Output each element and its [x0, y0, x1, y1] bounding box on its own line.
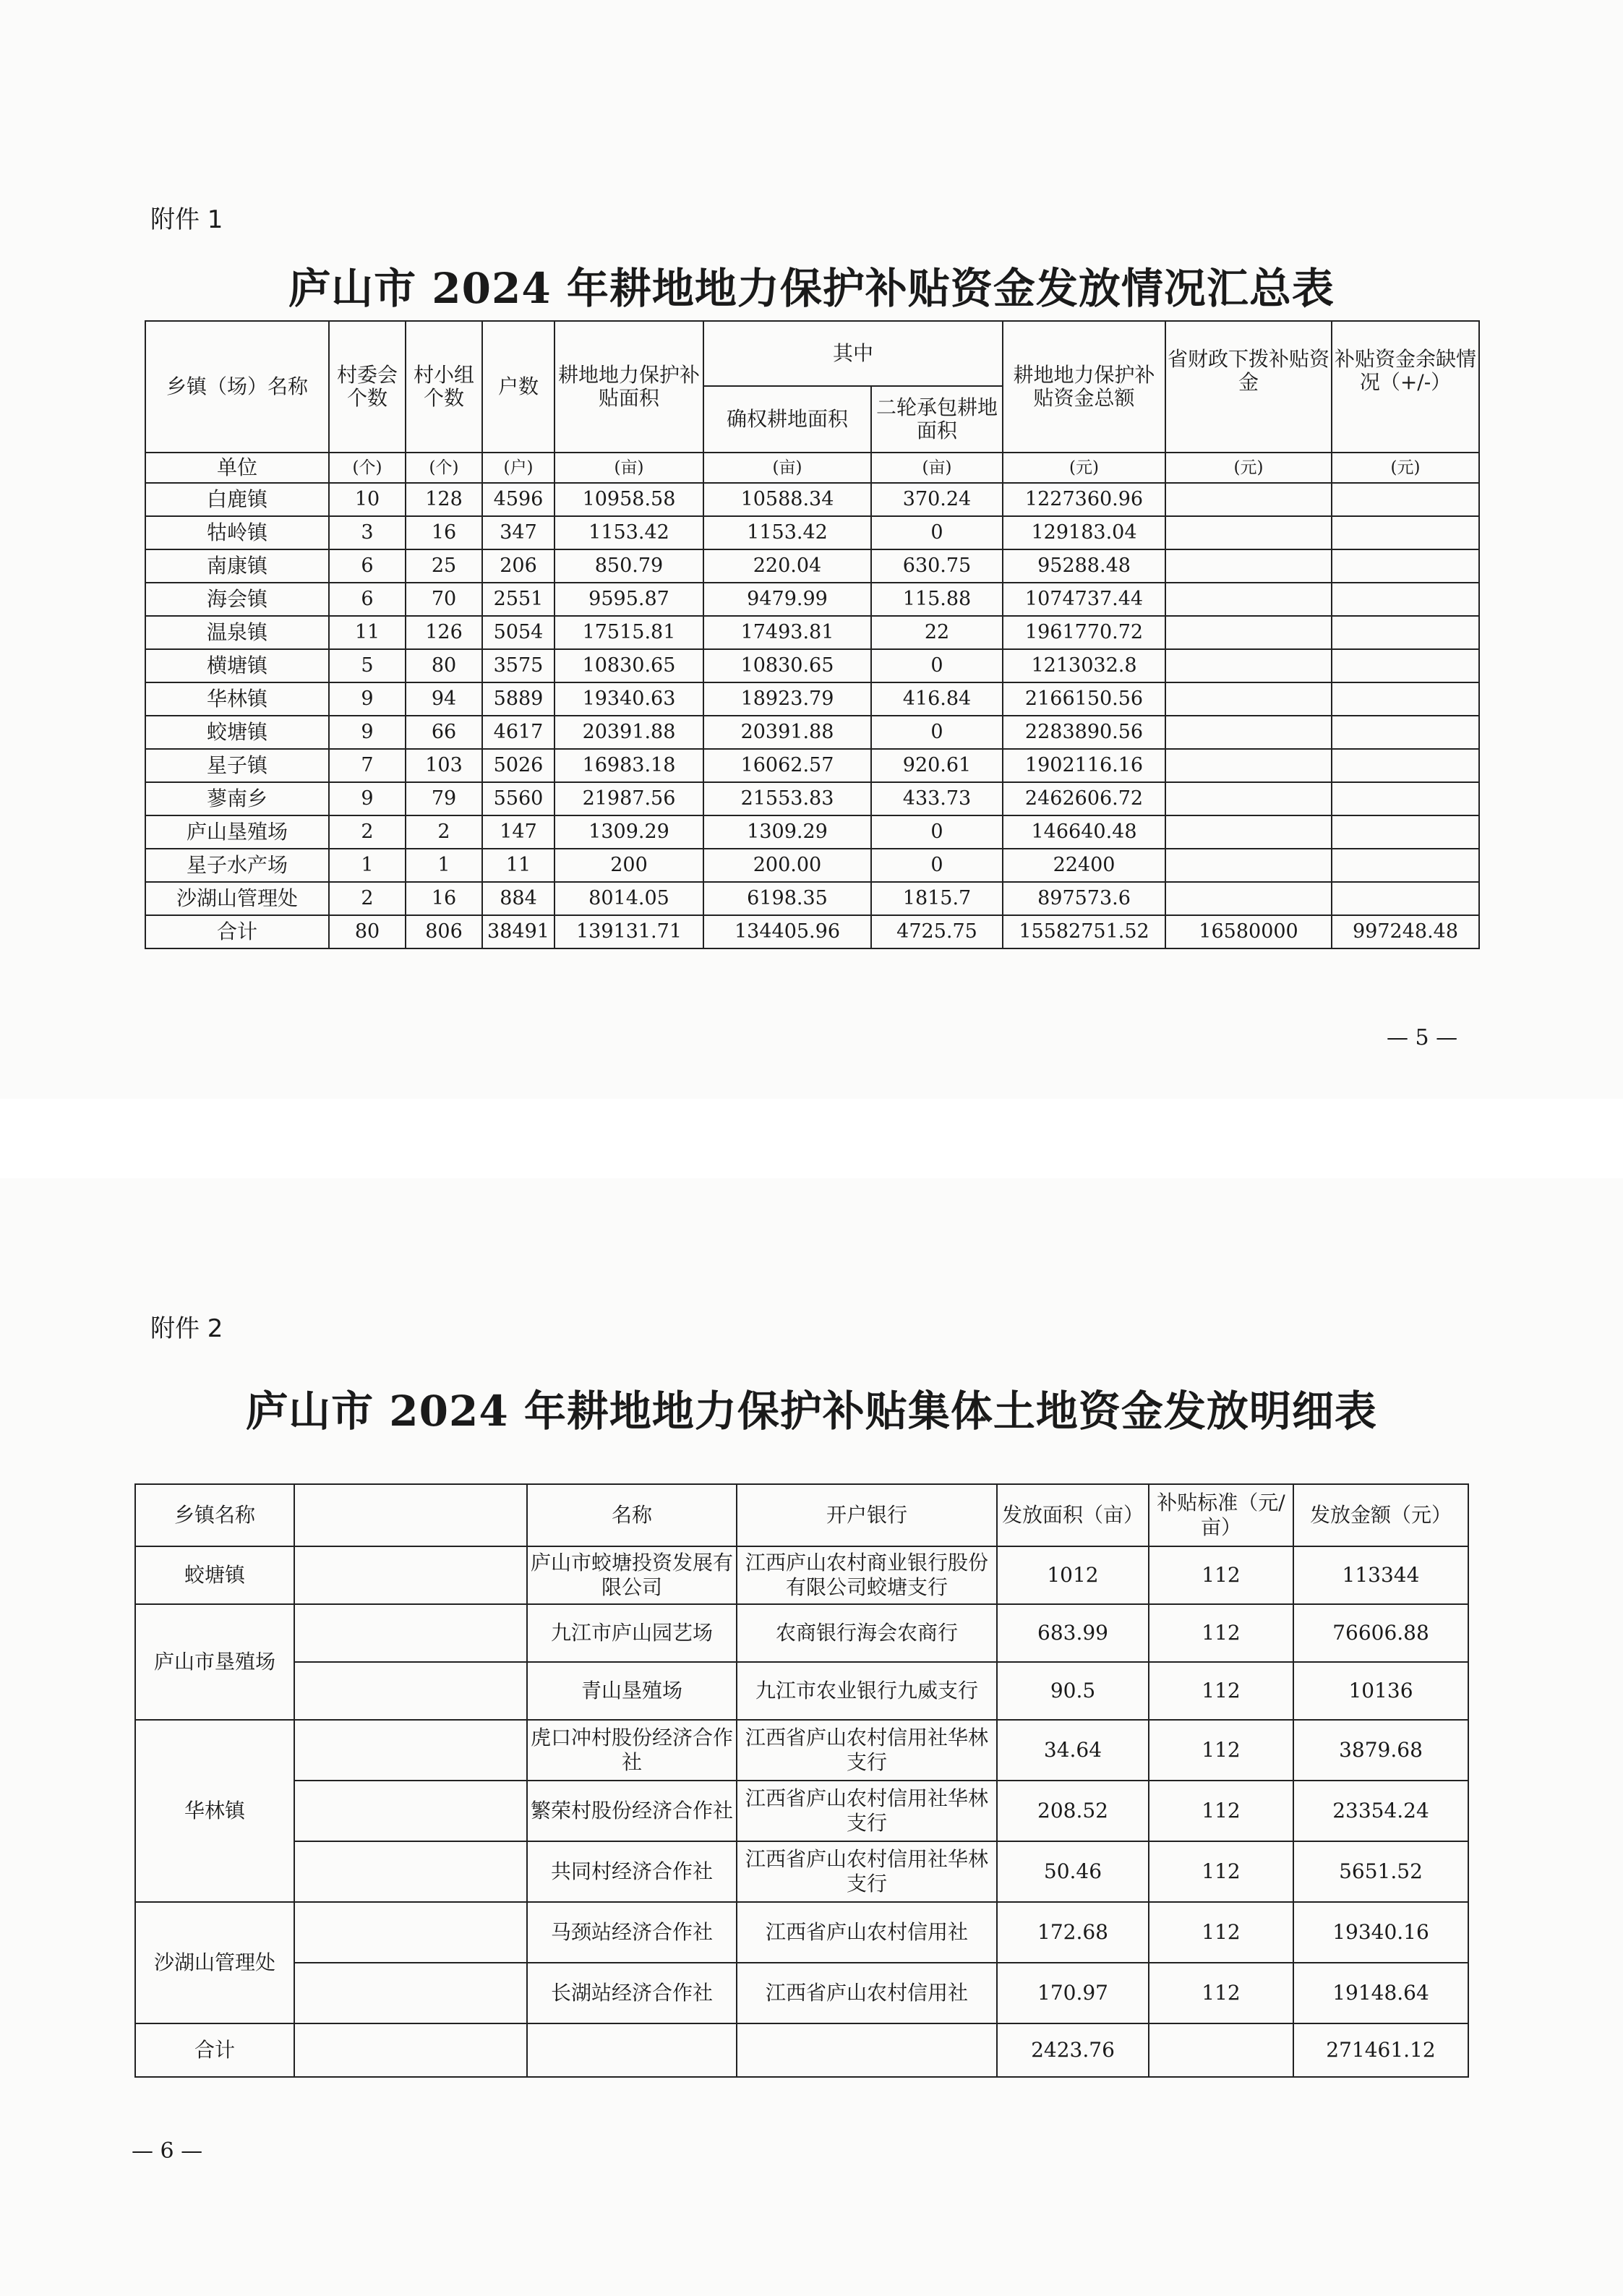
bank-cell: 江西省庐山农村信用社华林支行 [737, 1720, 997, 1781]
page-title: 庐山市 2024 年耕地地力保护补贴集体土地资金发放明细表 [246, 1387, 1377, 1436]
value-cell: 16580000 [1165, 915, 1332, 948]
bank-cell: 江西省庐山农村信用社华林支行 [737, 1841, 997, 1902]
value-cell: 1961770.72 [1003, 616, 1165, 649]
header-blank [294, 1484, 527, 1546]
town-cell: 白鹿镇 [145, 483, 329, 516]
blank-cell [294, 1604, 527, 1662]
value-cell [1332, 583, 1479, 616]
value-cell [1332, 549, 1479, 583]
table-row [145, 782, 1479, 815]
value-cell: 147 [482, 815, 554, 849]
value-cell [1165, 483, 1332, 516]
value-cell: 7 [329, 749, 406, 782]
amount-cell: 19340.16 [1293, 1902, 1468, 1963]
table-row [145, 815, 1479, 849]
table-row [135, 1781, 1468, 1841]
value-cell [1332, 483, 1479, 516]
header-of-which: 其中 [703, 321, 1003, 386]
value-cell: 9 [329, 782, 406, 815]
value-cell: 0 [871, 849, 1003, 882]
unit-cell: (亩) [703, 453, 871, 483]
value-cell [1332, 815, 1479, 849]
area-cell: 1012 [997, 1546, 1149, 1604]
name-cell: 繁荣村股份经济合作社 [527, 1781, 737, 1841]
value-cell: 16062.57 [703, 749, 871, 782]
header-bank: 开户银行 [737, 1484, 997, 1546]
value-cell: 128 [406, 483, 482, 516]
value-cell: 38491 [482, 915, 554, 948]
value-cell: 220.04 [703, 549, 871, 583]
total-area: 2423.76 [997, 2023, 1149, 2077]
town-cell: 蓼南乡 [145, 782, 329, 815]
rate-cell: 112 [1149, 1546, 1293, 1604]
town-cell: 星子镇 [145, 749, 329, 782]
value-cell [1332, 516, 1479, 549]
table-row [145, 516, 1479, 549]
value-cell: 4596 [482, 483, 554, 516]
value-cell: 2 [406, 815, 482, 849]
value-cell: 94 [406, 682, 482, 716]
table-row [145, 749, 1479, 782]
value-cell: 25 [406, 549, 482, 583]
value-cell [1165, 749, 1332, 782]
value-cell: 416.84 [871, 682, 1003, 716]
value-cell: 11 [329, 616, 406, 649]
value-cell: 6198.35 [703, 882, 871, 915]
value-cell: 0 [871, 516, 1003, 549]
blank-cell [294, 1963, 527, 2023]
table-row [145, 849, 1479, 882]
bank-cell: 江西省庐山农村信用社华林支行 [737, 1781, 997, 1841]
name-cell: 长湖站经济合作社 [527, 1963, 737, 2023]
town-cell: 牯岭镇 [145, 516, 329, 549]
value-cell: 370.24 [871, 483, 1003, 516]
value-cell: 897573.6 [1003, 882, 1165, 915]
town-cell: 南康镇 [145, 549, 329, 583]
table-row [135, 1546, 1468, 1604]
value-cell: 10 [329, 483, 406, 516]
unit-cell: (元) [1165, 453, 1332, 483]
value-cell: 16 [406, 516, 482, 549]
value-cell: 0 [871, 649, 1003, 682]
town-cell: 海会镇 [145, 583, 329, 616]
value-cell: 1902116.16 [1003, 749, 1165, 782]
attachment-label: 附件 2 [150, 1314, 223, 1343]
value-cell [1332, 616, 1479, 649]
value-cell: 8014.05 [554, 882, 703, 915]
header-rate: 补贴标准（元/亩） [1149, 1484, 1293, 1546]
value-cell: 115.88 [871, 583, 1003, 616]
name-cell: 庐山市蛟塘投资发展有限公司 [527, 1546, 737, 1604]
table-row [145, 483, 1479, 516]
value-cell [1165, 849, 1332, 882]
header-area: 发放面积（亩） [997, 1484, 1149, 1546]
table-row [135, 1963, 1468, 2023]
value-cell: 10588.34 [703, 483, 871, 516]
value-cell: 2166150.56 [1003, 682, 1165, 716]
amount-cell: 19148.64 [1293, 1963, 1468, 2023]
town-cell: 庐山市垦殖场 [135, 1604, 294, 1720]
value-cell: 206 [482, 549, 554, 583]
value-cell [1165, 583, 1332, 616]
value-cell: 5054 [482, 616, 554, 649]
value-cell: 1309.29 [554, 815, 703, 849]
value-cell: 3 [329, 516, 406, 549]
amount-cell: 23354.24 [1293, 1781, 1468, 1841]
area-cell: 50.46 [997, 1841, 1149, 1902]
name-cell: 马颈站经济合作社 [527, 1902, 737, 1963]
table-row [135, 1720, 1468, 1781]
header-households: 户数 [482, 321, 554, 453]
value-cell: 10958.58 [554, 483, 703, 516]
value-cell: 806 [406, 915, 482, 948]
value-cell: 2462606.72 [1003, 782, 1165, 815]
value-cell: 10830.65 [554, 649, 703, 682]
town-cell: 蛟塘镇 [145, 716, 329, 749]
value-cell: 5560 [482, 782, 554, 815]
value-cell: 22 [871, 616, 1003, 649]
page-gap [0, 1099, 1623, 1178]
value-cell: 850.79 [554, 549, 703, 583]
town-cell: 温泉镇 [145, 616, 329, 649]
total-row [145, 915, 1479, 948]
amount-cell: 76606.88 [1293, 1604, 1468, 1662]
header-villages: 村委会个数 [329, 321, 406, 453]
value-cell [1165, 549, 1332, 583]
value-cell: 3575 [482, 649, 554, 682]
value-cell [1165, 815, 1332, 849]
value-cell: 2 [329, 882, 406, 915]
total-amount: 271461.12 [1293, 2023, 1468, 2077]
value-cell: 200.00 [703, 849, 871, 882]
name-cell: 共同村经济合作社 [527, 1841, 737, 1902]
table-row [145, 716, 1479, 749]
blank-cell [294, 2023, 527, 2077]
unit-cell: 单位 [145, 453, 329, 483]
value-cell: 146640.48 [1003, 815, 1165, 849]
rate-cell: 112 [1149, 1841, 1293, 1902]
header-town: 乡镇名称 [135, 1484, 294, 1546]
value-cell: 0 [871, 716, 1003, 749]
value-cell: 5889 [482, 682, 554, 716]
bank-cell: 江西省庐山农村信用社 [737, 1902, 997, 1963]
rate-cell: 112 [1149, 1604, 1293, 1662]
value-cell: 10830.65 [703, 649, 871, 682]
value-cell: 16 [406, 882, 482, 915]
value-cell: 4617 [482, 716, 554, 749]
value-cell: 6 [329, 549, 406, 583]
area-cell: 208.52 [997, 1781, 1149, 1841]
table-row [135, 1841, 1468, 1902]
value-cell: 9 [329, 682, 406, 716]
value-cell: 2 [329, 815, 406, 849]
value-cell [1332, 649, 1479, 682]
unit-cell: (亩) [554, 453, 703, 483]
blank-cell [294, 1841, 527, 1902]
value-cell: 79 [406, 782, 482, 815]
header-balance: 补贴资金余缺情况（+/-） [1332, 321, 1479, 453]
value-cell: 134405.96 [703, 915, 871, 948]
table-row [135, 1662, 1468, 1720]
town-cell: 庐山垦殖场 [145, 815, 329, 849]
value-cell: 5 [329, 649, 406, 682]
town-cell: 蛟塘镇 [135, 1546, 294, 1604]
area-cell: 172.68 [997, 1902, 1149, 1963]
value-cell: 1309.29 [703, 815, 871, 849]
blank-cell [294, 1662, 527, 1720]
header-amount: 发放金额（元） [1293, 1484, 1468, 1546]
value-cell [1165, 516, 1332, 549]
header-town: 乡镇（场）名称 [145, 321, 329, 453]
value-cell: 11 [482, 849, 554, 882]
value-cell: 21987.56 [554, 782, 703, 815]
blank-cell [294, 1902, 527, 1963]
value-cell: 1153.42 [703, 516, 871, 549]
value-cell: 2551 [482, 583, 554, 616]
town-cell: 合计 [145, 915, 329, 948]
amount-cell: 113344 [1293, 1546, 1468, 1604]
value-cell: 1 [329, 849, 406, 882]
unit-cell: (元) [1332, 453, 1479, 483]
value-cell [1165, 616, 1332, 649]
value-cell: 1153.42 [554, 516, 703, 549]
town-cell: 沙湖山管理处 [135, 1902, 294, 2023]
value-cell: 20391.88 [554, 716, 703, 749]
value-cell: 1 [406, 849, 482, 882]
header-confirmed-area: 确权耕地面积 [703, 386, 871, 453]
value-cell [1165, 782, 1332, 815]
value-cell: 433.73 [871, 782, 1003, 815]
value-cell: 103 [406, 749, 482, 782]
blank-cell [294, 1781, 527, 1841]
value-cell: 884 [482, 882, 554, 915]
header-provincial-funds: 省财政下拨补贴资金 [1165, 321, 1332, 453]
table-row [145, 882, 1479, 915]
total-row [135, 2023, 1468, 2077]
amount-cell: 10136 [1293, 1662, 1468, 1720]
value-cell: 126 [406, 616, 482, 649]
value-cell: 4725.75 [871, 915, 1003, 948]
amount-cell: 5651.52 [1293, 1841, 1468, 1902]
table-row [135, 1902, 1468, 1963]
name-cell: 虎口冲村股份经济合作社 [527, 1720, 737, 1781]
blank-cell [1149, 2023, 1293, 2077]
value-cell: 139131.71 [554, 915, 703, 948]
value-cell [1332, 682, 1479, 716]
table-row [135, 1604, 1468, 1662]
header-name: 名称 [527, 1484, 737, 1546]
value-cell: 95288.48 [1003, 549, 1165, 583]
blank-cell [294, 1546, 527, 1604]
blank-cell [294, 1720, 527, 1781]
value-cell [1332, 782, 1479, 815]
table-row [145, 649, 1479, 682]
area-cell: 683.99 [997, 1604, 1149, 1662]
blank-cell [527, 2023, 737, 2077]
value-cell: 630.75 [871, 549, 1003, 583]
value-cell: 17493.81 [703, 616, 871, 649]
value-cell: 1074737.44 [1003, 583, 1165, 616]
blank-cell [737, 2023, 997, 2077]
rate-cell: 112 [1149, 1902, 1293, 1963]
town-cell: 华林镇 [145, 682, 329, 716]
value-cell: 2283890.56 [1003, 716, 1165, 749]
value-cell [1332, 882, 1479, 915]
unit-cell: (个) [406, 453, 482, 483]
unit-cell: (亩) [871, 453, 1003, 483]
value-cell: 80 [406, 649, 482, 682]
value-cell: 21553.83 [703, 782, 871, 815]
unit-cell: (个) [329, 453, 406, 483]
name-cell: 青山垦殖场 [527, 1662, 737, 1720]
value-cell [1165, 716, 1332, 749]
total-label: 合计 [135, 2023, 294, 2077]
value-cell: 16983.18 [554, 749, 703, 782]
value-cell [1165, 682, 1332, 716]
value-cell: 920.61 [871, 749, 1003, 782]
units-row [145, 453, 1479, 483]
town-cell: 华林镇 [135, 1720, 294, 1902]
town-cell: 横塘镇 [145, 649, 329, 682]
table-row [145, 549, 1479, 583]
value-cell: 9595.87 [554, 583, 703, 616]
name-cell: 九江市庐山园艺场 [527, 1604, 737, 1662]
amount-cell: 3879.68 [1293, 1720, 1468, 1781]
rate-cell: 112 [1149, 1720, 1293, 1781]
area-cell: 90.5 [997, 1662, 1149, 1720]
table-row [145, 682, 1479, 716]
town-cell: 沙湖山管理处 [145, 882, 329, 915]
town-cell: 星子水产场 [145, 849, 329, 882]
area-cell: 170.97 [997, 1963, 1149, 2023]
rate-cell: 112 [1149, 1781, 1293, 1841]
value-cell [1165, 649, 1332, 682]
value-cell: 347 [482, 516, 554, 549]
rate-cell: 112 [1149, 1963, 1293, 2023]
page-number: — 6 — [132, 2138, 203, 2164]
page-title: 庐山市 2024 年耕地地力保护补贴资金发放情况汇总表 [288, 264, 1335, 313]
value-cell: 18923.79 [703, 682, 871, 716]
value-cell: 9479.99 [703, 583, 871, 616]
value-cell: 9 [329, 716, 406, 749]
value-cell [1332, 749, 1479, 782]
value-cell: 80 [329, 915, 406, 948]
bank-cell: 江西庐山农村商业银行股份有限公司蛟塘支行 [737, 1546, 997, 1604]
value-cell [1332, 716, 1479, 749]
value-cell [1165, 882, 1332, 915]
summary-table [145, 320, 1480, 949]
table-row [145, 616, 1479, 649]
value-cell: 19340.63 [554, 682, 703, 716]
value-cell: 1213032.8 [1003, 649, 1165, 682]
page-number: — 5 — [1387, 1025, 1458, 1050]
header-groups: 村小组个数 [406, 321, 482, 453]
value-cell: 200 [554, 849, 703, 882]
value-cell: 997248.48 [1332, 915, 1479, 948]
rate-cell: 112 [1149, 1662, 1293, 1720]
header-contract-area: 二轮承包耕地面积 [871, 386, 1003, 453]
value-cell: 66 [406, 716, 482, 749]
value-cell: 0 [871, 815, 1003, 849]
value-cell: 15582751.52 [1003, 915, 1165, 948]
value-cell: 20391.88 [703, 716, 871, 749]
unit-cell: (元) [1003, 453, 1165, 483]
bank-cell: 江西省庐山农村信用社 [737, 1963, 997, 2023]
value-cell: 6 [329, 583, 406, 616]
unit-cell: (户) [482, 453, 554, 483]
value-cell: 17515.81 [554, 616, 703, 649]
bank-cell: 九江市农业银行九威支行 [737, 1662, 997, 1720]
area-cell: 34.64 [997, 1720, 1149, 1781]
value-cell: 129183.04 [1003, 516, 1165, 549]
value-cell: 1227360.96 [1003, 483, 1165, 516]
header-total-funds: 耕地地力保护补贴资金总额 [1003, 321, 1165, 453]
value-cell: 1815.7 [871, 882, 1003, 915]
value-cell [1332, 849, 1479, 882]
value-cell: 70 [406, 583, 482, 616]
value-cell: 5026 [482, 749, 554, 782]
bank-cell: 农商银行海会农商行 [737, 1604, 997, 1662]
detail-table [134, 1483, 1469, 2078]
table-row [145, 583, 1479, 616]
attachment-label: 附件 1 [150, 205, 223, 234]
value-cell: 22400 [1003, 849, 1165, 882]
header-area: 耕地地力保护补贴面积 [554, 321, 703, 453]
